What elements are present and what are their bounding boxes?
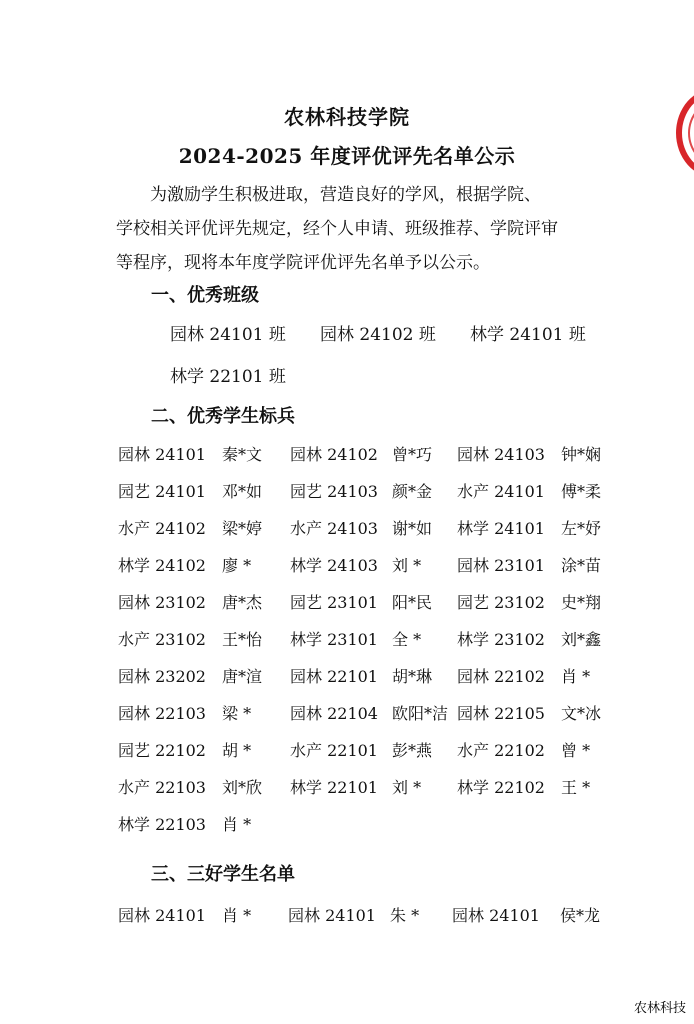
class-name-cell: 园林 22103 <box>118 704 206 723</box>
class-name-cell: 园林 24101 <box>118 906 206 925</box>
class-name-cell: 园林 24101 <box>288 906 376 925</box>
student-name-cell: 颜*金 <box>392 482 433 501</box>
intro-line: 等程序，现将本年度学院评优评先名单予以公示。 <box>116 253 490 273</box>
excellent-class-item: 林学 22101 班 <box>170 367 286 387</box>
student-name-cell: 肖 * <box>222 815 252 834</box>
class-name-cell: 园艺 23101 <box>290 593 378 612</box>
section-heading-three-good-students: 三、三好学生名单 <box>151 864 295 885</box>
class-name-cell: 林学 22101 <box>290 778 378 797</box>
student-name-cell: 欧阳*洁 <box>392 704 449 723</box>
class-name-cell: 水产 22103 <box>118 778 206 797</box>
student-name-cell: 彭*燕 <box>392 741 433 760</box>
student-name-cell: 刘 * <box>392 556 422 575</box>
student-name-cell: 胡 * <box>222 741 252 760</box>
class-name-cell: 林学 22102 <box>457 778 545 797</box>
class-name-cell: 水产 22101 <box>290 741 378 760</box>
table-row <box>0 590 694 614</box>
class-name-cell: 园林 23102 <box>118 593 206 612</box>
class-name-cell: 林学 24103 <box>290 556 378 575</box>
class-name-cell: 水产 24101 <box>457 482 545 501</box>
excellent-class-item: 园林 24102 班 <box>320 325 436 345</box>
student-name-cell: 胡*琳 <box>392 667 433 686</box>
class-name-cell: 园林 24101 <box>118 445 206 464</box>
class-name-cell: 园林 22102 <box>457 667 545 686</box>
student-name-cell: 肖 * <box>222 906 252 925</box>
section-heading-excellent-classes: 一、优秀班级 <box>151 285 259 306</box>
student-name-cell: 钟*娴 <box>561 445 602 464</box>
class-name-cell: 园林 24101 <box>452 906 540 925</box>
student-name-cell: 秦*文 <box>222 445 263 464</box>
student-name-cell: 侯*龙 <box>560 906 601 925</box>
student-name-cell: 涂*苗 <box>561 556 602 575</box>
class-name-cell: 水产 24103 <box>290 519 378 538</box>
student-name-cell: 曾*巧 <box>392 445 433 464</box>
class-name-cell: 林学 23101 <box>290 630 378 649</box>
intro-line-text: 为激励学生积极进取，营造良好的学风，根据学院、 <box>150 185 541 205</box>
class-name-cell: 园林 22104 <box>290 704 378 723</box>
class-name-cell: 园艺 24103 <box>290 482 378 501</box>
class-name-cell: 水产 24102 <box>118 519 206 538</box>
student-name-cell: 王*怡 <box>222 630 263 649</box>
table-row <box>0 553 694 577</box>
document-subtitle: 2024-2025 年度评优评先名单公示 <box>178 144 516 168</box>
student-name-cell: 左*妤 <box>561 519 602 538</box>
class-name-cell: 园艺 24101 <box>118 482 206 501</box>
student-name-cell: 王 * <box>561 778 591 797</box>
student-name-cell: 朱 * <box>390 906 420 925</box>
student-name-cell: 梁 * <box>222 704 252 723</box>
intro-paragraph <box>116 178 606 280</box>
table-row <box>0 775 694 799</box>
student-name-cell: 刘*鑫 <box>561 630 602 649</box>
class-name-cell: 园林 22105 <box>457 704 545 723</box>
student-name-cell: 全 * <box>392 630 422 649</box>
intro-line: 学校相关评优评先规定，经个人申请、班级推荐、学院评审 <box>116 219 558 239</box>
class-name-cell: 林学 22103 <box>118 815 206 834</box>
class-name-cell: 园林 22101 <box>290 667 378 686</box>
class-name-cell: 园林 23202 <box>118 667 206 686</box>
student-name-cell: 肖 * <box>561 667 591 686</box>
class-name-cell: 园艺 22102 <box>118 741 206 760</box>
table-row <box>0 442 694 466</box>
student-name-cell: 阳*民 <box>392 593 433 612</box>
student-name-cell: 梁*婷 <box>222 519 263 538</box>
student-name-cell: 史*翔 <box>561 593 602 612</box>
student-name-cell: 唐*杰 <box>222 593 263 612</box>
document-title: 农林科技学院 <box>284 105 410 129</box>
table-row <box>0 812 694 836</box>
student-name-cell: 刘 * <box>392 778 422 797</box>
student-name-cell: 廖 * <box>222 556 252 575</box>
class-name-cell: 园林 23101 <box>457 556 545 575</box>
student-name-cell: 邓*如 <box>222 482 263 501</box>
class-name-cell: 林学 24101 <box>457 519 545 538</box>
student-name-cell: 刘*欣 <box>222 778 263 797</box>
class-name-cell: 林学 23102 <box>457 630 545 649</box>
section-heading-model-students: 二、优秀学生标兵 <box>151 406 295 427</box>
table-row <box>0 701 694 725</box>
footer-watermark: 农林科技 <box>633 1001 686 1016</box>
table-row <box>0 516 694 540</box>
table-row <box>0 738 694 762</box>
student-name-cell: 文*冰 <box>561 704 602 723</box>
class-name-cell: 水产 22102 <box>457 741 545 760</box>
student-name-cell: 谢*如 <box>392 519 433 538</box>
class-name-cell: 水产 23102 <box>118 630 206 649</box>
table-row <box>0 903 694 927</box>
intro-line <box>116 178 606 212</box>
table-row <box>0 664 694 688</box>
student-name-cell: 傅*柔 <box>561 482 602 501</box>
excellent-class-item: 园林 24101 班 <box>170 325 286 345</box>
class-name-cell: 林学 24102 <box>118 556 206 575</box>
table-row <box>0 627 694 651</box>
student-name-cell: 曾 * <box>561 741 591 760</box>
class-name-cell: 园林 24103 <box>457 445 545 464</box>
class-name-cell: 园林 24102 <box>290 445 378 464</box>
class-name-cell: 园艺 23102 <box>457 593 545 612</box>
excellent-class-item: 林学 24101 班 <box>470 325 586 345</box>
table-row <box>0 479 694 503</box>
student-name-cell: 唐*渲 <box>222 667 263 686</box>
